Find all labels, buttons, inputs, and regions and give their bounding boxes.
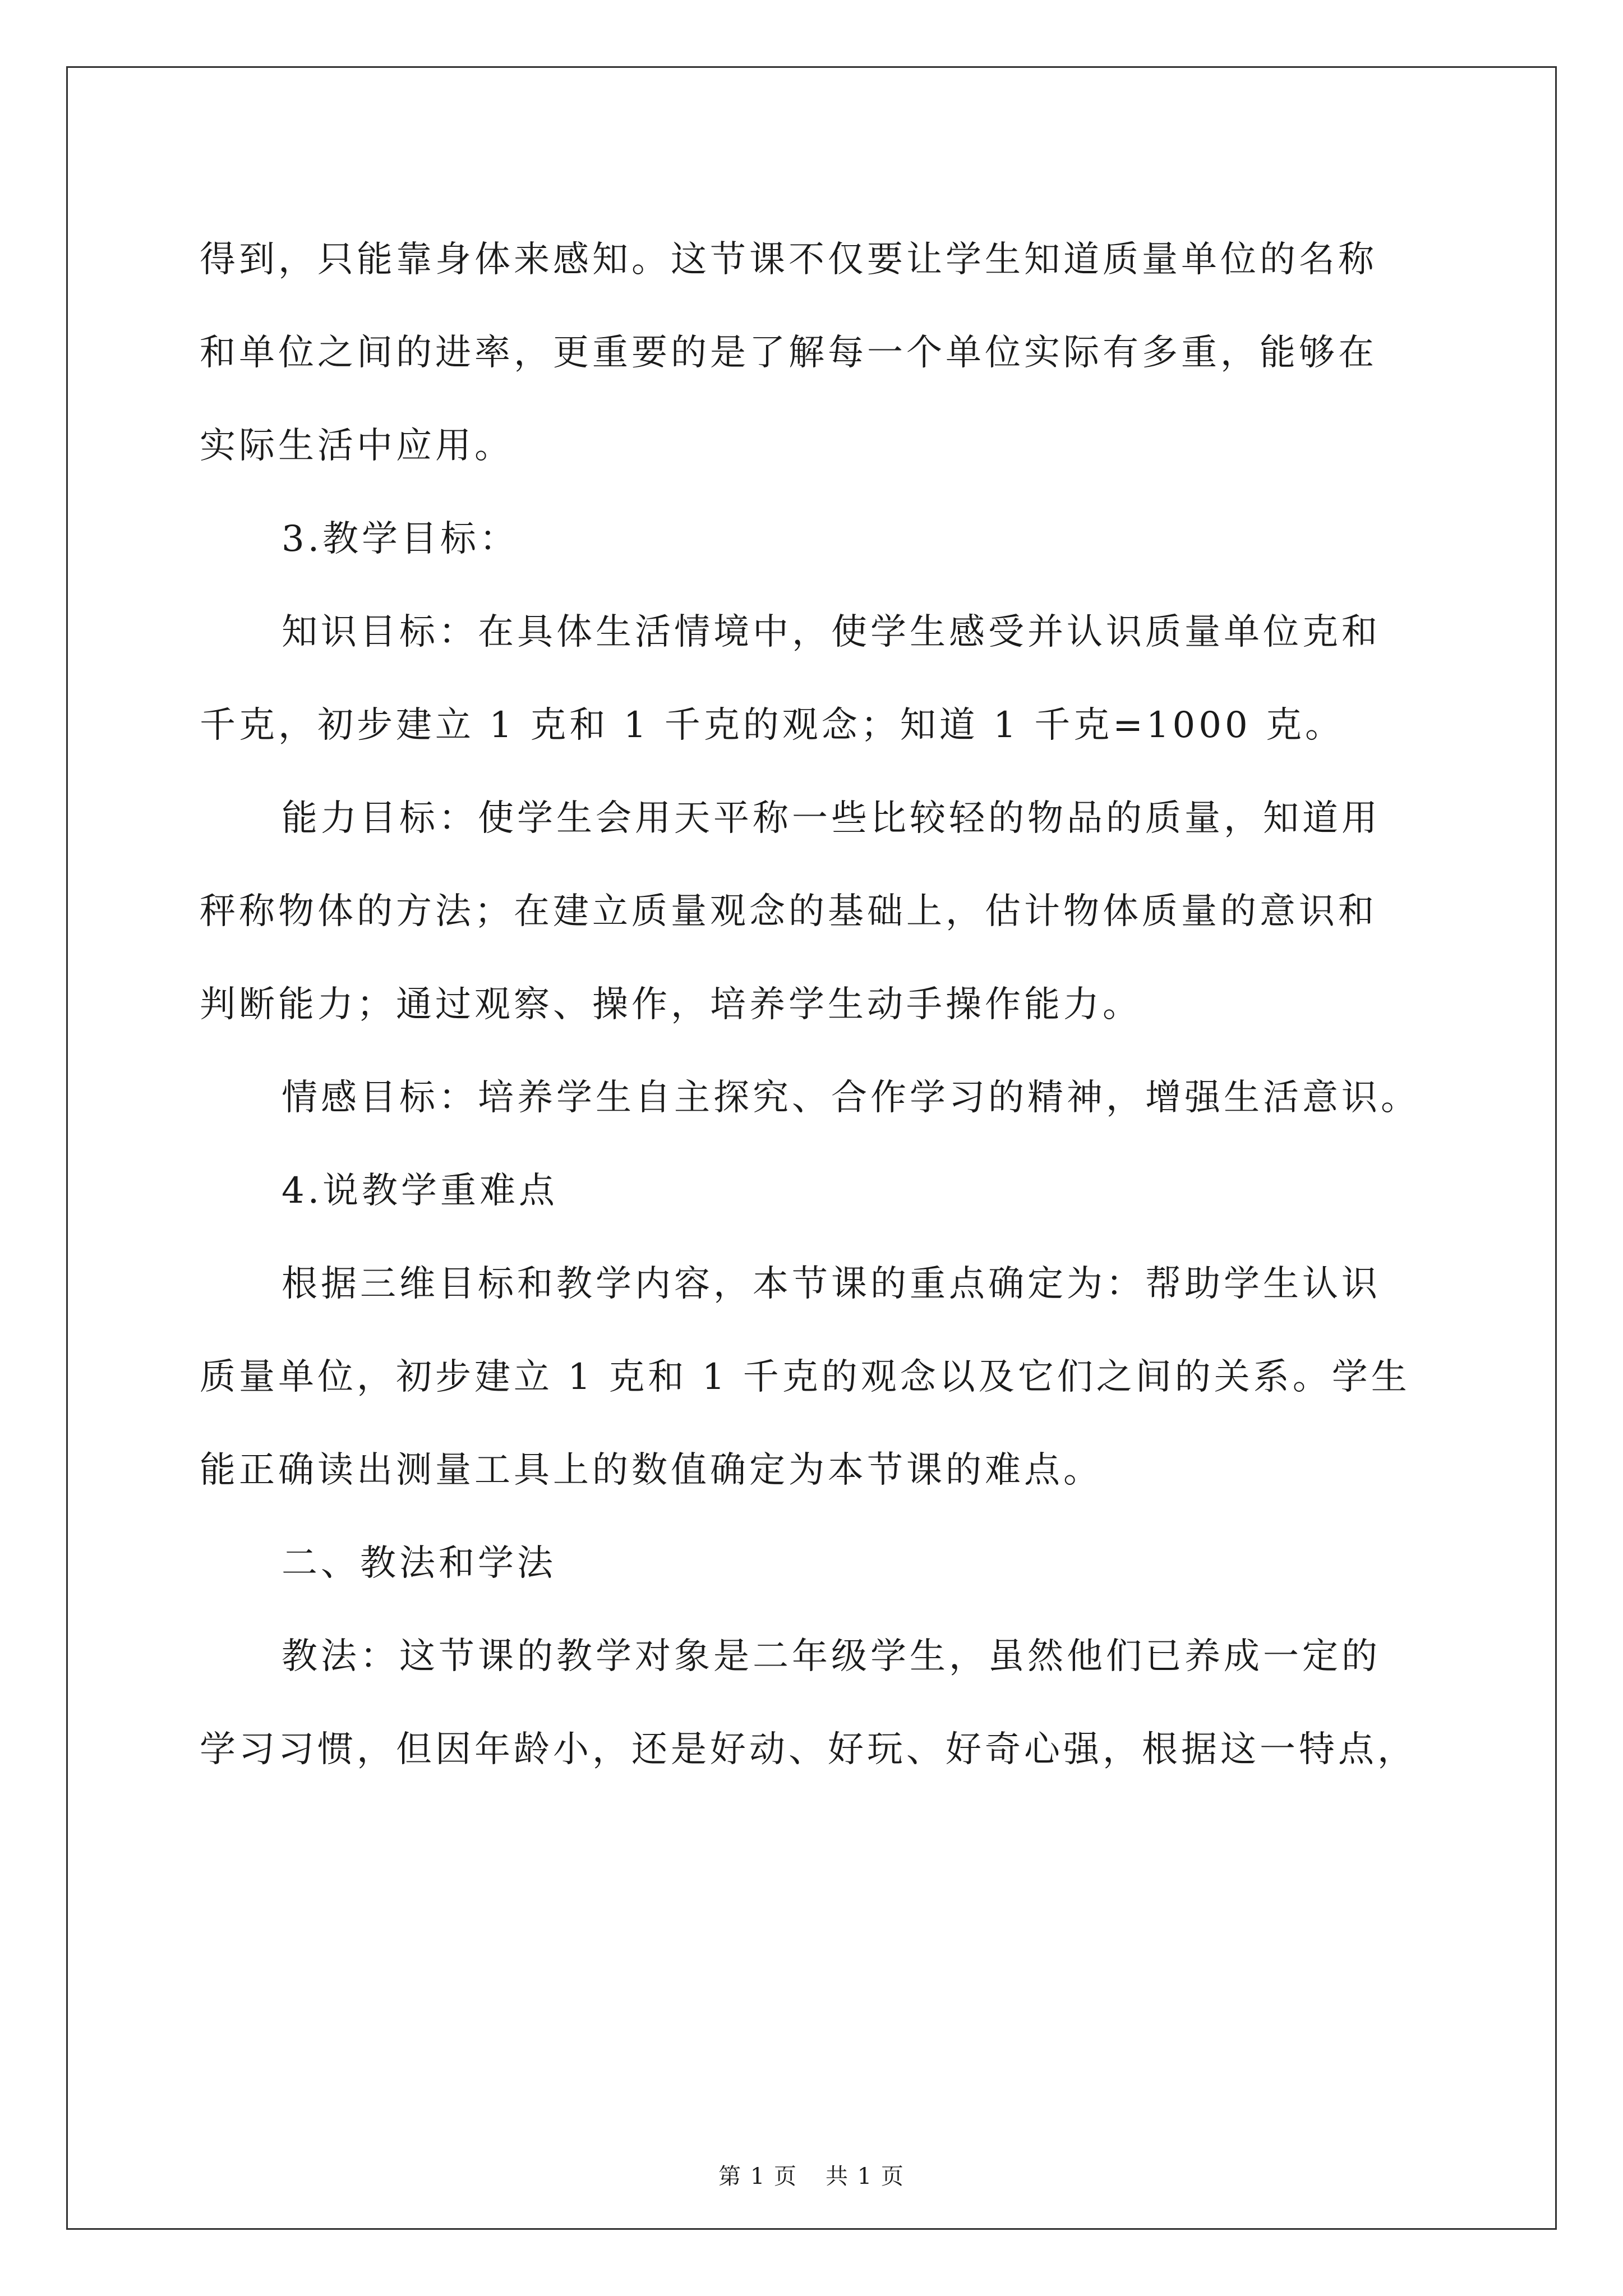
paragraph-line: 和单位之间的进率，更重要的是了解每一个单位实际有多重，能够在 bbox=[200, 332, 1377, 374]
paragraph-line: 知识目标：在具体生活情境中，使学生感受并认识质量单位克和 bbox=[282, 611, 1381, 653]
page-footer bbox=[0, 2160, 1623, 2193]
paragraph-line: 情感目标：培养学生自主探究、合作学习的精神，增强生活意识。 bbox=[282, 1077, 1420, 1119]
paragraph-line: 质量单位，初步建立 1 克和 1 千克的观念以及它们之间的关系。学生 bbox=[200, 1356, 1410, 1398]
section-heading: 二、教法和学法 bbox=[282, 1543, 556, 1584]
document-body bbox=[200, 213, 1433, 1796]
paragraph-line: 千克，初步建立 1 克和 1 千克的观念；知道 1 千克=1000 克。 bbox=[200, 705, 1345, 746]
paragraph-line: 学习习惯，但因年龄小，还是好动、好玩、好奇心强，根据这一特点， bbox=[200, 1729, 1417, 1770]
paragraph-line: 秤称物体的方法；在建立质量观念的基础上，估计物体质量的意识和 bbox=[200, 891, 1377, 932]
paragraph-line: 能力目标：使学生会用天平称一些比较轻的物品的质量，知道用 bbox=[282, 798, 1381, 839]
section-heading: 4.说教学重难点 bbox=[282, 1170, 559, 1212]
paragraph-line: 教法：这节课的教学对象是二年级学生，虽然他们已养成一定的 bbox=[282, 1636, 1381, 1677]
paragraph-line: 实际生活中应用。 bbox=[200, 425, 514, 467]
page-number: 第 1 页 bbox=[718, 2164, 797, 2189]
paragraph-line: 判断能力；通过观察、操作，培养学生动手操作能力。 bbox=[200, 984, 1142, 1025]
paragraph-line: 能正确读出测量工具上的数值确定为本节课的难点。 bbox=[200, 1450, 1103, 1491]
page-total: 共 1 页 bbox=[826, 2164, 905, 2189]
paragraph-line: 根据三维目标和教学内容，本节课的重点确定为：帮助学生认识 bbox=[282, 1263, 1381, 1305]
section-heading: 3.教学目标： bbox=[282, 518, 519, 560]
paragraph-line: 得到，只能靠身体来感知。这节课不仅要让学生知道质量单位的名称 bbox=[200, 239, 1377, 280]
